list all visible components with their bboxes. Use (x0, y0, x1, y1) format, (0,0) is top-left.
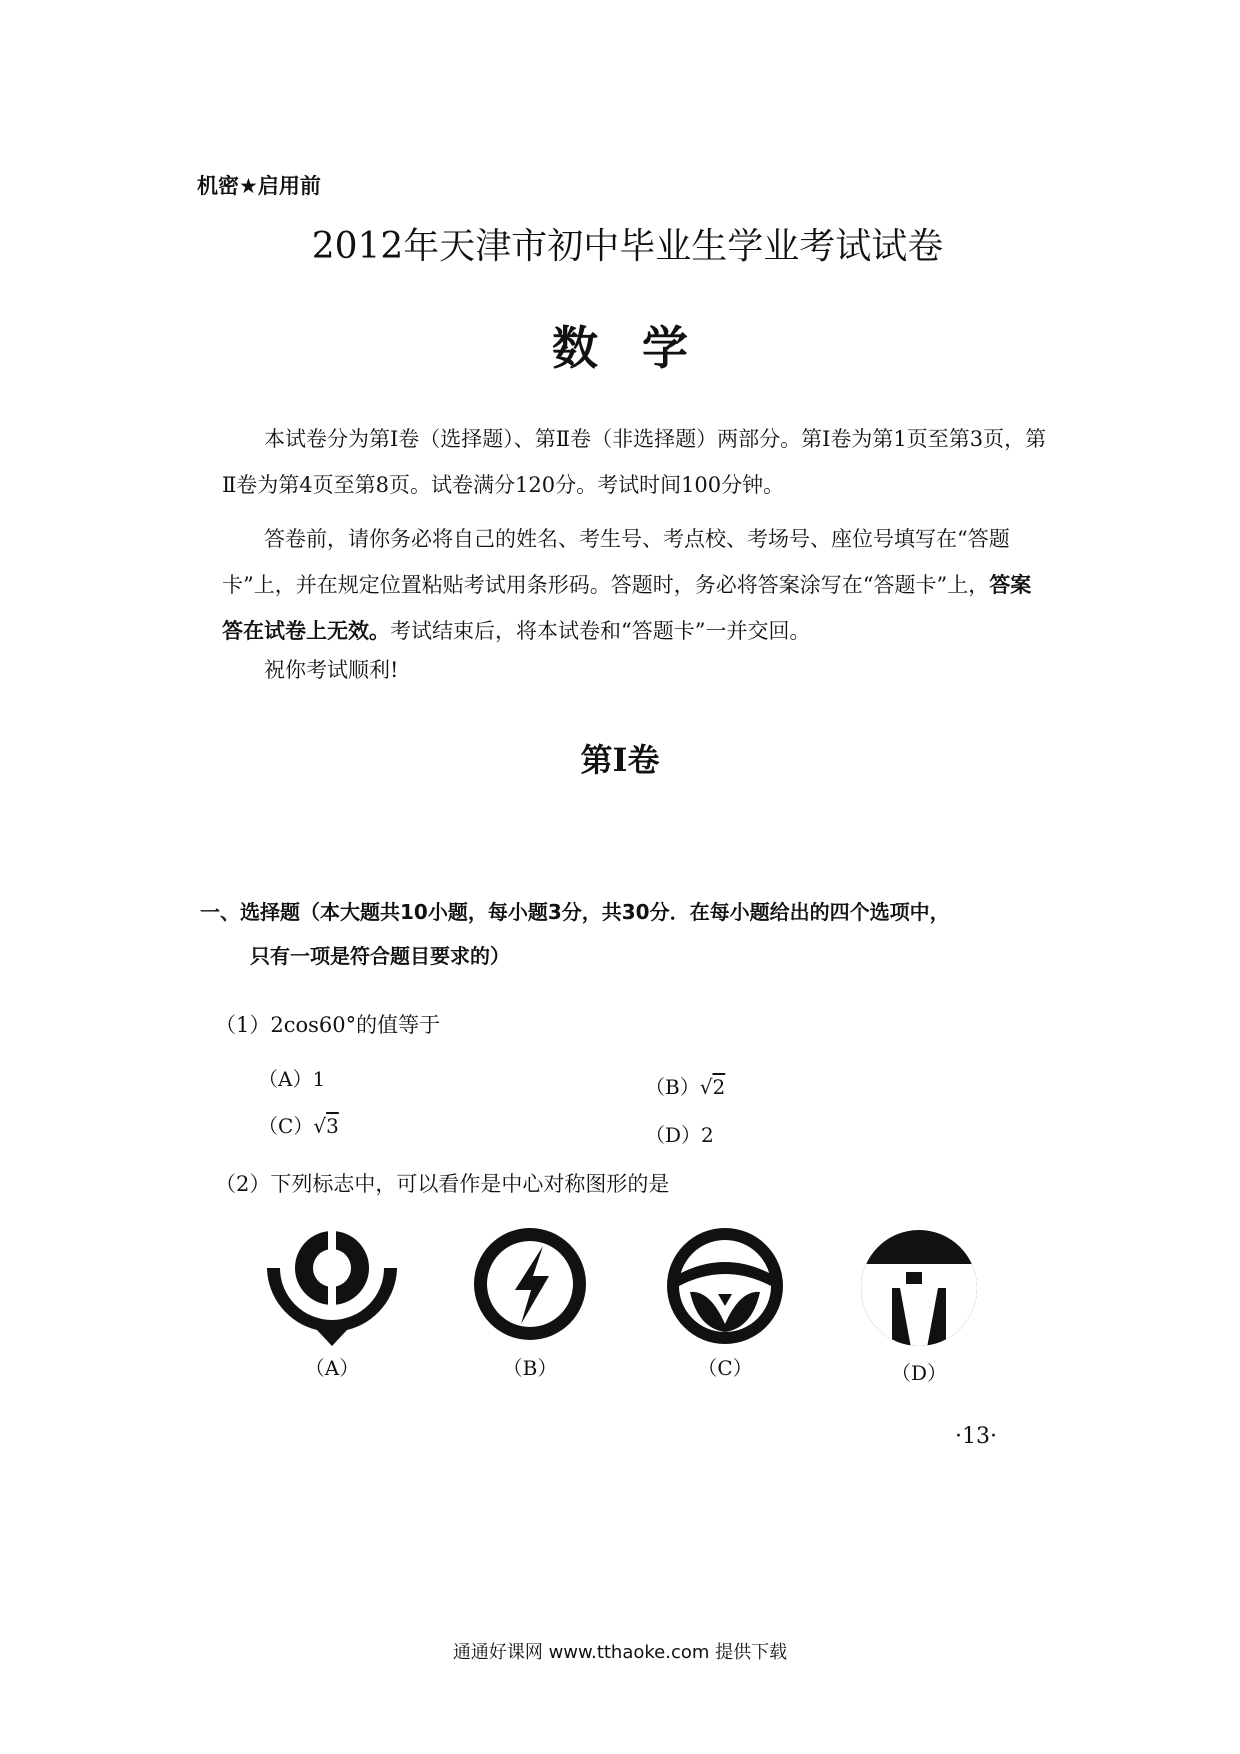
question-1-option-a: （A）1 (258, 1067, 326, 1091)
sqrt-icon: √ (699, 1075, 713, 1099)
question-1-stem: （1）2cos60°的值等于 (215, 1013, 441, 1037)
logo-d (854, 1228, 984, 1386)
volume-title: 第Ⅰ卷 (580, 741, 660, 779)
question-1-option-b (645, 1071, 725, 1100)
instructions-text-1: 本试卷分为第Ⅰ卷（选择题）、第Ⅱ卷（非选择题）两部分。第Ⅰ卷为第1页至第3页，第Ⅱ卷为第4页至第8页。试卷满分120分。考试时间100分钟。 (222, 427, 1047, 497)
footer-download-note: 通通好课网 www.tthaoke.com 提供下载 (452, 1642, 788, 1663)
instructions-paragraph-1 (222, 416, 1052, 508)
logo-d-label: （D） (890, 1361, 948, 1385)
logo-a-icon (262, 1228, 402, 1348)
logo-b-label: （B） (502, 1356, 558, 1380)
question-1-option-c (258, 1110, 339, 1139)
instructions-text-2: 答卷前，请你务必将自己的姓名、考生号、考点校、考场号、座位号填写在“答题卡”上，并在规定位置粘贴考试用条形码。答题时，务必将答案涂写在“答题卡”上， (222, 527, 1010, 597)
question-1-option-d: （D）2 (645, 1123, 714, 1147)
instructions-text-3: 考试结束后，将本试卷和“答题卡”一并交回。 (390, 619, 811, 643)
logo-c-label: （C） (697, 1356, 753, 1380)
option-c-radicand: 3 (326, 1114, 339, 1138)
exam-title: 2012年天津市初中毕业生学业考试试卷 (311, 226, 944, 267)
logo-b (465, 1228, 595, 1381)
logo-a (262, 1228, 402, 1381)
section-heading (200, 890, 1080, 978)
option-c-label: （C） (258, 1114, 314, 1138)
logo-b-icon (465, 1228, 595, 1348)
option-b-label: （B） (645, 1075, 700, 1099)
subject-title: 数学 (552, 321, 732, 375)
question-2-stem: （2）下列标志中，可以看作是中心对称图形的是 (215, 1172, 670, 1196)
option-b-radicand: 2 (712, 1075, 726, 1099)
instructions-paragraph-2 (222, 516, 1052, 654)
logo-a-label: （A） (304, 1356, 360, 1380)
section-heading-line-2: 只有一项是符合题目要求的） (250, 944, 510, 968)
logo-d-icon (854, 1228, 984, 1353)
good-luck-text: 祝你考试顺利! (264, 658, 399, 682)
sqrt-icon: √ (313, 1114, 327, 1138)
logo-c (660, 1228, 790, 1381)
confidential-label: 机密★启用前 (197, 174, 321, 198)
logo-c-icon (660, 1228, 790, 1348)
page-number: ·13· (955, 1424, 997, 1449)
instructions-bold-text: 答案答在试卷上无效。 (222, 572, 1032, 643)
section-heading-line-1: 一、选择题（本大题共10小题，每小题3分，共30分．在每小题给出的四个选项中， (200, 900, 950, 924)
